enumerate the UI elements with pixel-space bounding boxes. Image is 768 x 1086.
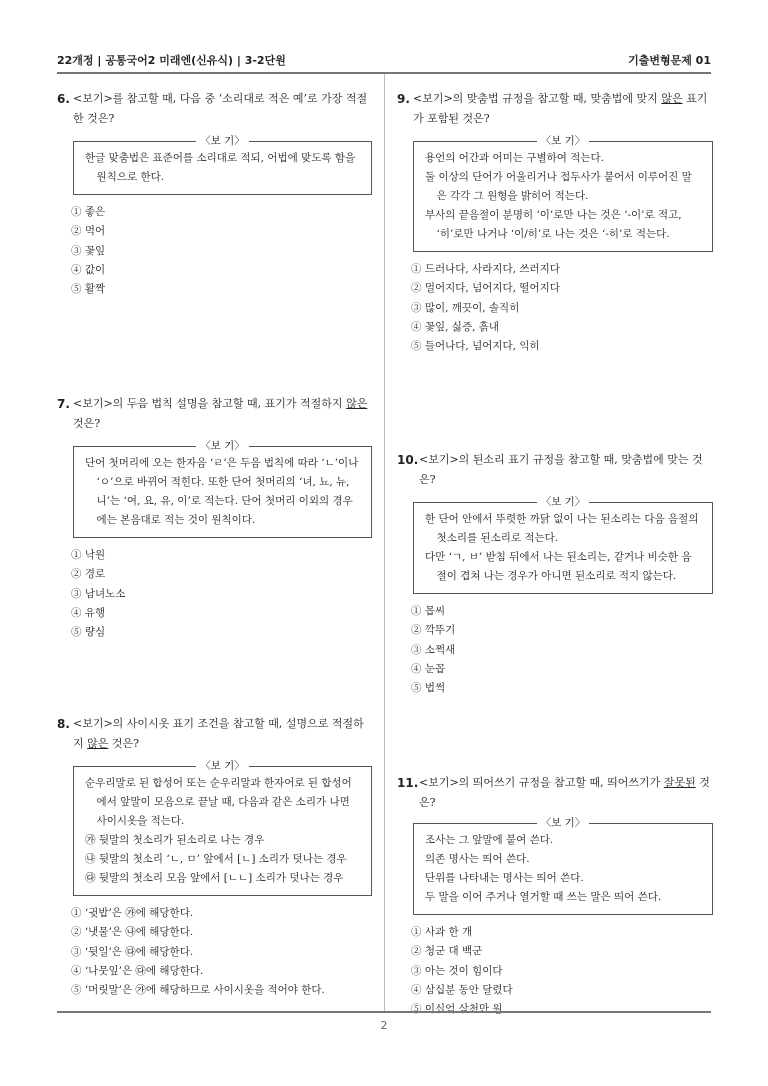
answer-option[interactable]: ③ 남녀노소 <box>71 587 126 600</box>
question-number: 11. <box>397 776 419 790</box>
bogi-box <box>73 760 372 896</box>
bogi-box <box>413 135 713 252</box>
answer-option[interactable]: ③ 꽃잎 <box>71 244 106 257</box>
bogi-box <box>73 440 372 538</box>
bogi-caption: 〈보 기〉 <box>74 133 371 149</box>
bogi-line: 용언의 어간과 어미는 구별하여 적는다. <box>425 152 604 164</box>
answer-option[interactable]: ⑤ 들어나다, 넘어지다, 익히 <box>411 340 540 353</box>
bogi-box <box>413 496 713 594</box>
answer-option[interactable]: ① ‘귓밥’은 ㉮에 해당한다. <box>71 907 194 919</box>
answer-option[interactable]: ⑤ 량심 <box>71 626 106 639</box>
answer-option[interactable]: ④ 유행 <box>71 606 106 619</box>
bogi-line: 둘 이상의 단어가 어울리거나 접두사가 붙어서 이루어진 말은 각각 그 원형을 밝히어 적는다. <box>425 171 692 202</box>
answer-option[interactable]: ⑤ 이십억 삼천만 원 <box>411 1003 503 1016</box>
answer-option[interactable]: ② 먹어 <box>71 225 106 238</box>
answer-option[interactable]: ① 몹씨 <box>411 605 446 617</box>
bogi-caption: 〈보 기〉 <box>414 815 712 831</box>
question-stem: 6. <보기>를 참고할 때, 다음 중 ‘소리대로 적은 예’로 가장 적절한 것은? <box>57 89 372 129</box>
bogi-caption: 〈보 기〉 <box>74 438 371 454</box>
bogi-box <box>413 817 713 915</box>
question-9 <box>397 89 713 356</box>
answer-options <box>411 260 713 356</box>
bogi-line: ㉮ 뒷말의 첫소리가 된소리로 나는 경우 <box>85 834 265 846</box>
answer-option[interactable]: ⑤ 활짝 <box>71 283 106 296</box>
bogi-line: 한 단어 안에서 뚜렷한 까닭 없이 나는 된소리는 다음 음절의 첫소리를 된소리로 적는다. <box>425 513 699 544</box>
column-divider <box>384 74 385 1011</box>
answer-option[interactable]: ① 드러나다, 사라지다, 쓰러지다 <box>411 263 560 275</box>
bogi-line: 단어 첫머리에 오는 한자음 ‘ㄹ’은 두음 법칙에 따라 ‘ㄴ’이나 ‘ㅇ’으로 바뀌어 적힌다. 또한 단어 첫머리의 ‘녀, 뇨, 뉴, 니’는 ‘여, 요, 유, 이’로 적는다. 단어 첫머리 이외의 경우에는 본음대로 적는 것이 원칙이다. <box>85 457 359 526</box>
question-6 <box>57 89 372 299</box>
answer-option[interactable]: ⑤ ‘머릿말’은 ㉮에 해당하므로 사이시옷을 적어야 한다. <box>71 984 325 997</box>
question-11 <box>397 773 713 1019</box>
answer-options <box>71 904 372 1000</box>
bogi-line: 의존 명사는 띄어 쓴다. <box>425 853 530 865</box>
answer-option[interactable]: ② 청군 대 백군 <box>411 945 483 958</box>
answer-option[interactable]: ① 낙원 <box>71 549 106 561</box>
question-number: 8. <box>57 717 70 731</box>
question-7 <box>57 394 372 642</box>
bogi-line: 조사는 그 앞말에 붙여 쓴다. <box>425 834 554 846</box>
question-number: 10. <box>397 453 419 467</box>
page-number: 2 <box>380 1019 388 1032</box>
question-8 <box>57 714 372 1000</box>
question-number: 9. <box>397 92 410 106</box>
header-course-info: 22개정 | 공통국어2 미래엔(신유식) | 3-2단원 <box>57 54 286 67</box>
bogi-line: 부사의 끝음절이 분명히 ‘이’로만 나는 것은 ‘-이’로 적고, ‘히’로만 나거나 ‘이/히’로 나는 것은 ‘-히’로 적는다. <box>425 209 682 240</box>
answer-option[interactable]: ② 멀어지다, 넘어지다, 떨어지다 <box>411 282 560 295</box>
page-header <box>57 48 711 68</box>
answer-option[interactable]: ③ 소쩍새 <box>411 643 456 656</box>
answer-option[interactable]: ③ 아는 것이 힘이다 <box>411 964 503 977</box>
answer-option[interactable]: ⑤ 법썩 <box>411 682 446 695</box>
question-number: 7. <box>57 397 70 411</box>
bogi-line: ㉰ 뒷말의 첫소리 모음 앞에서 [ㄴㄴ] 소리가 덧나는 경우 <box>85 872 344 884</box>
bogi-line: 두 말을 이어 주거나 열거할 때 쓰는 말은 띄어 쓴다. <box>425 891 662 903</box>
question-stem: 7. <보기>의 두음 법칙 설명을 참고할 때, 표기가 적절하지 않은 것은? <box>57 394 372 434</box>
answer-option[interactable]: ④ 값이 <box>71 263 106 276</box>
answer-option[interactable]: ② 깍뚜기 <box>411 624 456 637</box>
question-number: 6. <box>57 92 70 106</box>
answer-options <box>71 203 372 299</box>
bogi-caption: 〈보 기〉 <box>414 494 712 510</box>
question-stem: 8. <보기>의 사이시옷 표기 조건을 참고할 때, 설명으로 적절하지 않은 것은? <box>57 714 372 754</box>
footer-rule <box>57 1011 711 1013</box>
question-stem: 11. <보기>의 띄어쓰기 규정을 참고할 때, 띄어쓰기가 잘못된 것은? <box>397 773 713 813</box>
answer-option[interactable]: ① 사과 한 개 <box>411 926 473 938</box>
header-set-title: 기출변형문제 01 <box>628 54 711 67</box>
bogi-line: 단위를 나타내는 명사는 띄어 쓴다. <box>425 872 584 884</box>
answer-option[interactable]: ② ‘냇물’은 ㉯에 해당한다. <box>71 926 194 939</box>
bogi-caption: 〈보 기〉 <box>74 758 371 774</box>
question-10 <box>397 450 713 698</box>
answer-option[interactable]: ④ 삼십분 동안 달렸다 <box>411 983 513 996</box>
question-stem: 9. <보기>의 맞춤법 규정을 참고할 때, 맞춤법에 맞지 않은 표기가 포함된 것은? <box>397 89 713 129</box>
answer-option[interactable]: ④ 눈꼽 <box>411 662 446 675</box>
answer-option[interactable]: ④ 꽃잎, 싫증, 흙내 <box>411 320 500 333</box>
bogi-line: ㉯ 뒷말의 첫소리 ‘ㄴ, ㅁ’ 앞에서 [ㄴ] 소리가 덧나는 경우 <box>85 853 347 865</box>
bogi-caption: 〈보 기〉 <box>414 133 712 149</box>
bogi-box <box>73 135 372 195</box>
bogi-line: 다만 ‘ㄱ, ㅂ’ 받침 뒤에서 나는 된소리는, 같거나 비슷한 음절이 겹쳐 나는 경우가 아니면 된소리로 적지 않는다. <box>425 551 692 582</box>
answer-option[interactable]: ② 경로 <box>71 568 106 581</box>
answer-option[interactable]: ③ ‘뒷일’은 ㉰에 해당한다. <box>71 945 194 958</box>
bogi-line: 한글 맞춤법은 표준어를 소리대로 적되, 어법에 맞도록 함을 원칙으로 한다. <box>85 152 356 183</box>
answer-options <box>411 923 713 1019</box>
answer-option[interactable]: ① 좋은 <box>71 206 106 218</box>
answer-options <box>411 602 713 698</box>
answer-option[interactable]: ③ 많이, 깨끗이, 솔직히 <box>411 301 520 314</box>
bogi-line: 순우리말로 된 합성어 또는 순우리말과 한자어로 된 합성어에서 앞말이 모음으로 끝날 때, 다음과 같은 소리가 나면 사이시옷을 적는다. <box>85 777 352 827</box>
question-stem: 10. <보기>의 된소리 표기 규정을 참고할 때, 맞춤법에 맞는 것은? <box>397 450 713 490</box>
answer-option[interactable]: ④ ‘나뭇잎’은 ㉰에 해당한다. <box>71 964 204 977</box>
answer-options <box>71 546 372 642</box>
